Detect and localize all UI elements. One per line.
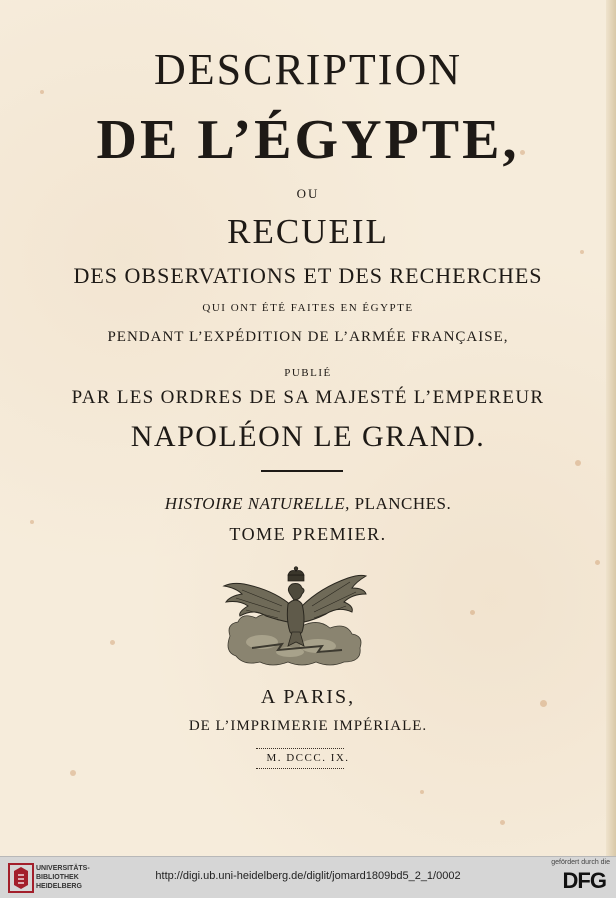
library-name-line-2: BIBLIOTHEK bbox=[36, 874, 79, 881]
section-plain: PLANCHES. bbox=[349, 494, 452, 513]
foxing-spot bbox=[470, 610, 475, 615]
subtitle-expedition: PENDANT L’EXPÉDITION DE L’ARMÉE FRANÇAISE, bbox=[107, 329, 509, 345]
date-rule-bottom bbox=[256, 768, 344, 769]
orders-line: PAR LES ORDRES DE SA MAJESTÉ L’EMPEREUR bbox=[71, 387, 545, 408]
foxing-spot bbox=[70, 770, 76, 776]
conjunction-ou: OU bbox=[296, 186, 320, 201]
subtitle-faites: QUI ONT ÉTÉ FAITES EN ÉGYPTE bbox=[202, 302, 414, 314]
viewer-footer bbox=[0, 856, 616, 898]
published-label: PUBLIÉ bbox=[284, 367, 332, 379]
library-name-line-3: HEIDELBERG bbox=[36, 883, 82, 890]
permalink-url[interactable]: http://digi.ub.uni-heidelberg.de/diglit/jomard1809bd5_2_1/0002 bbox=[155, 870, 461, 882]
emperor-name: NAPOLÉON LE GRAND. bbox=[130, 420, 486, 453]
foxing-spot bbox=[595, 560, 600, 565]
title-line-2: DE L’ÉGYPTE, bbox=[96, 109, 520, 171]
title-line-1: DESCRIPTION bbox=[153, 45, 463, 94]
imprint-city: A PARIS, bbox=[260, 686, 356, 708]
subtitle-observations: DES OBSERVATIONS ET DES RECHERCHES bbox=[73, 263, 543, 288]
dfg-logo[interactable]: DFG bbox=[562, 868, 606, 893]
library-name-line-1: UNIVERSITÄTS- bbox=[36, 865, 90, 872]
date-rule-top bbox=[256, 748, 344, 749]
imprint-press: DE L’IMPRIMERIE IMPÉRIALE. bbox=[188, 718, 428, 734]
foxing-spot bbox=[575, 460, 581, 466]
subtitle-recueil: RECUEIL bbox=[227, 212, 389, 251]
imprint-year: M. DCCC. IX. bbox=[266, 752, 350, 764]
section-italic: HISTOIRE NATURELLE, bbox=[164, 494, 350, 513]
foxing-spot bbox=[420, 790, 424, 794]
section-title bbox=[0, 494, 616, 514]
foxing-spot bbox=[500, 820, 505, 825]
funding-note: gefördert durch die bbox=[551, 859, 610, 866]
divider-rule bbox=[261, 470, 343, 472]
foxing-spot bbox=[110, 640, 115, 645]
imperial-eagle-icon bbox=[222, 566, 368, 668]
volume-title: TOME PREMIER. bbox=[229, 524, 387, 544]
